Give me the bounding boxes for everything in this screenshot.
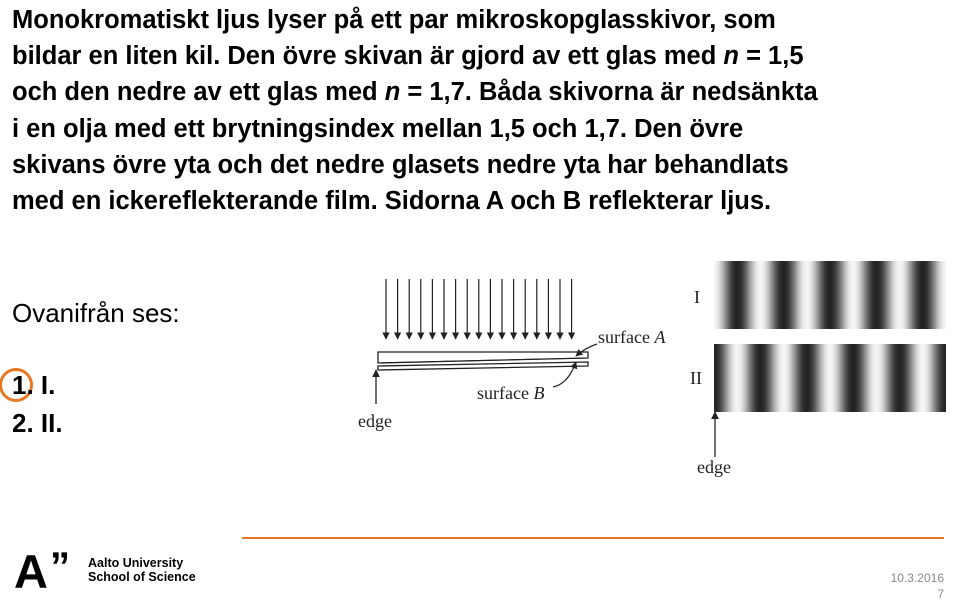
- surface-b-label: [477, 383, 544, 404]
- edge-label-right: edge: [697, 457, 731, 477]
- fringe-pattern-ii: [714, 344, 946, 412]
- pattern-i-label: I: [694, 287, 700, 307]
- question-line-6: med en ickereflekterande film. Sidorna A och B reflekterar ljus.: [12, 187, 772, 216]
- pattern-ii-label: II: [690, 368, 702, 388]
- edge-label-left: edge: [358, 411, 392, 431]
- university-name: [88, 556, 196, 584]
- fringe-pattern-i: [714, 261, 946, 329]
- question-line-5: skivans övre yta och det nedre glasets nedre yta har behandlats: [12, 150, 789, 179]
- question-line-2-text: bildar en liten kil. Den övre skivan är gjord av ett glas med: [12, 42, 717, 71]
- question-line-3b: = 1,7. Båda skivorna är nedsänkta: [400, 78, 818, 107]
- surface-a-prefix: surface: [598, 327, 650, 347]
- aalto-logo-letter: A: [14, 545, 48, 598]
- surface-a-letter: A: [654, 327, 666, 347]
- slide-date: 10.3.2016: [890, 571, 944, 585]
- question-line-3a: och den nedre av ett glas med: [12, 78, 378, 107]
- university-line-2: School of Science: [88, 570, 196, 584]
- refractive-index-symbol-2: n: [384, 78, 401, 107]
- refractive-index-value-upper: = 1,5: [739, 42, 804, 71]
- surface-a-label: [598, 327, 665, 348]
- refractive-index-symbol: n: [723, 42, 739, 71]
- question-line-1: Monokromatiskt ljus lyser på ett par mikroskopglasskivor, som: [12, 6, 776, 34]
- footer-divider: [242, 537, 944, 539]
- answer-option-2[interactable]: 2. II.: [12, 408, 63, 438]
- university-line-1: Aalto University: [88, 556, 184, 570]
- question-line-4: i en olja med ett brytningsindex mellan 1,5 och 1,7. Den övre: [12, 114, 744, 143]
- slide-number: 7: [937, 587, 944, 601]
- surface-b-letter: B: [533, 383, 545, 403]
- incident-light-rays: [386, 279, 572, 339]
- glass-wedge: [378, 352, 588, 370]
- surface-b-prefix: surface: [477, 383, 529, 403]
- answer-option-1[interactable]: 1. I.: [12, 370, 56, 400]
- prompt-text: Ovanifrån ses:: [12, 298, 180, 328]
- aalto-logo-quote: ”: [50, 545, 70, 589]
